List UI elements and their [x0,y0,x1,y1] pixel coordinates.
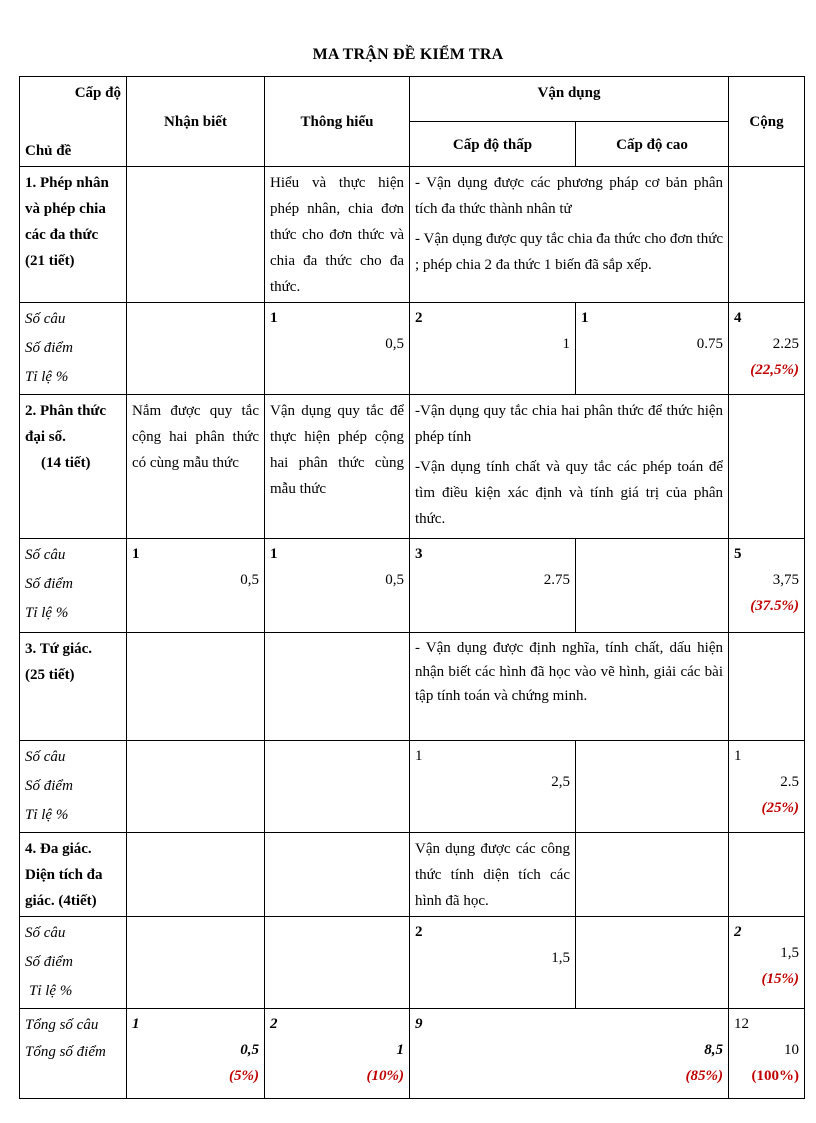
so-cau-value: 1 [270,546,278,562]
tong-cau-value: 2 [270,1016,278,1032]
header-row [20,77,805,122]
van-dung-item: - Vận dụng được các phương pháp cơ bản phân tích đa thức thành nhân tử [415,175,724,217]
thong-hieu-desc: Hiểu và thực hiện phép nhân, chia đơn thức cho đơn thức và chia đa thức cho đa thức. [265,167,410,303]
so-cau-label: Số câu [25,311,66,327]
so-cau-label: Số câu [25,547,66,563]
so-diem-value: 0.75 [696,336,724,352]
score-nb [127,917,265,1009]
so-diem-value [581,769,723,795]
topic-name: 3. Tứ giác. [25,641,93,657]
totals-labels [20,1009,127,1099]
so-diem-value [132,769,259,795]
cong-desc [729,633,805,741]
tong-diem-value: 0,5 [240,1042,259,1058]
so-cau-value [581,541,723,567]
page-title: MA TRẬN ĐỀ KIỂM TRA [312,46,504,63]
so-diem-value: 1 [562,336,570,352]
ti-le-label: Tỉ lệ % [29,983,73,999]
score-row [20,303,805,395]
so-diem-value: 0,5 [385,572,404,588]
so-cau-value [270,919,404,945]
so-cau-value: 5 [734,546,742,562]
van-dung-thap-desc: Vận dụng được các công thức tính diện tích các hình đã học. [410,833,576,917]
topic-row [20,395,805,539]
header-chu-de: Chủ đề [25,143,72,159]
score-th [265,741,410,833]
score-nb [127,741,265,833]
score-th [265,303,410,395]
nhan-biet-desc: Nắm được quy tắc cộng hai phân thức có cùng mẫu thức [127,395,265,539]
so-diem-value [132,331,259,357]
topic-row [20,167,805,303]
totals-cong [729,1009,805,1099]
score-cong [729,539,805,633]
score-thap [410,539,576,633]
tong-tile-value: (5%) [229,1068,259,1084]
ti-le-value: (37.5%) [750,598,800,614]
score-row [20,917,805,1009]
score-row [20,741,805,833]
so-diem-value: 2.25 [772,336,800,352]
score-labels [20,917,127,1009]
score-cong [729,303,805,395]
so-cau-value: 2 [415,924,423,940]
so-cau-value: 2 [734,924,742,940]
so-diem-value [581,945,723,971]
ti-le-value: (15%) [761,971,800,987]
van-dung-cao-desc [576,833,729,917]
thong-hieu-desc [265,833,410,917]
score-labels [20,741,127,833]
score-labels [20,539,127,633]
so-cau-value: 3 [415,546,423,562]
so-cau-value [581,743,723,769]
tong-cau-value: 1 [132,1016,140,1032]
score-cao [576,539,729,633]
topic-name-cell [20,633,127,741]
so-cau-value [581,919,723,945]
score-cao [576,303,729,395]
topic-hours: (14 tiết) [41,455,91,471]
so-diem-value: 0,5 [385,336,404,352]
topic-name-cell [20,167,127,303]
ti-le-value: (25%) [761,800,800,816]
totals-th [265,1009,410,1099]
so-diem-value [270,769,404,795]
so-diem-value [270,945,404,971]
header-nhan-biet: Nhận biết [127,77,265,167]
totals-nb [127,1009,265,1099]
so-cau-value: 2 [415,310,423,326]
so-cau-value [132,305,259,331]
header-cong: Cộng [729,77,805,167]
tong-diem-value: 8,5 [704,1042,724,1058]
van-dung-item: -Vận dụng tính chất và quy tắc các phép toán để tìm điều kiện xác định và tính giá trị của phân thức. [415,459,724,527]
nhan-biet-desc [127,167,265,303]
ti-le-label: Tỉ lệ % [25,605,69,621]
score-cong [729,741,805,833]
van-dung-item: - Vận dụng được quy tắc chia đa thức cho đơn thức ; phép chia 2 đa thức 1 biến đã sắp xếp. [415,231,724,273]
score-thap [410,741,576,833]
tong-tile-value: (100%) [751,1068,800,1084]
so-cau-value: 1 [132,546,140,562]
header-cap-do: Cấp độ [74,85,121,101]
tong-diem-value: 1 [396,1042,404,1058]
so-diem-value: 2.75 [543,572,570,588]
so-cau-label: Số câu [25,925,66,941]
cong-desc [729,395,805,539]
so-cau-value: 1 [270,310,278,326]
so-diem-value: 3,75 [772,572,800,588]
totals-vd [410,1009,729,1099]
header-cap-do-cao: Cấp độ cao [576,122,729,167]
so-cau-value: 1 [581,310,589,326]
score-thap [410,303,576,395]
score-cong [729,917,805,1009]
header-cap-do-thap: Cấp độ thấp [410,122,576,167]
so-cau-label: Số câu [25,749,66,765]
tong-so-diem-label: Tổng số điểm [25,1044,106,1060]
score-nb [127,539,265,633]
so-cau-value [132,919,259,945]
van-dung-item: - Vận dụng được định nghĩa, tính chất, dấu hiện nhận biết các hình đã học vào vẽ hình, giải các bài tập tính toán và chứng minh. [415,640,724,704]
score-thap [410,917,576,1009]
ti-le-label: Tỉ lệ % [25,807,69,823]
so-cau-value [270,743,404,769]
score-row [20,539,805,633]
topic-row [20,833,805,917]
van-dung-desc [410,395,729,539]
cong-desc [729,167,805,303]
assessment-matrix-table [19,76,805,1099]
thong-hieu-desc: Vận dụng quy tắc để thực hiện phép cộng hai phân thức cùng mẫu thức [265,395,410,539]
topic-name-cell [20,833,127,917]
score-th [265,917,410,1009]
so-diem-value: 1,5 [551,950,570,966]
tong-so-cau-label: Tổng số câu [25,1017,99,1033]
header-topic-level-cell [20,77,127,167]
van-dung-item: -Vận dụng quy tắc chia hai phân thức để thức hiện phép tính [415,403,724,445]
van-dung-desc [410,167,729,303]
so-diem-label: Số điểm [25,778,73,794]
thong-hieu-desc [265,633,410,741]
so-diem-value [581,567,723,593]
topic-row [20,633,805,741]
tong-cau-value: 9 [415,1016,423,1032]
so-diem-value: 1,5 [780,945,800,961]
nhan-biet-desc [127,833,265,917]
cong-desc [729,833,805,917]
tong-diem-value: 10 [784,1042,800,1058]
totals-row [20,1009,805,1099]
so-diem-value: 0,5 [240,572,259,588]
so-cau-value: 4 [734,310,742,326]
topic-hours: (25 tiết) [25,667,75,683]
tong-tile-value: (85%) [685,1068,724,1084]
so-diem-label: Số điểm [25,576,73,592]
ti-le-value: (22,5%) [750,362,800,378]
score-cao [576,917,729,1009]
topic-name-cell [20,395,127,539]
topic-hours: (21 tiết) [25,253,75,269]
so-cau-value [132,743,259,769]
score-cao [576,741,729,833]
so-diem-label: Số điểm [25,954,73,970]
score-labels [20,303,127,395]
score-nb [127,303,265,395]
tong-cau-value: 12 [734,1016,750,1032]
van-dung-desc [410,633,729,741]
topic-name: 1. Phép nhân và phép chia các đa thức [25,175,109,243]
tong-tile-value: (10%) [366,1068,404,1084]
so-cau-value: 1 [734,748,742,764]
so-diem-value: 2,5 [551,774,570,790]
nhan-biet-desc [127,633,265,741]
header-thong-hieu: Thông hiểu [265,77,410,167]
ti-le-label: Tỉ lệ % [25,369,69,385]
so-cau-value: 1 [415,748,423,764]
topic-name: 2. Phân thức đại số. [25,403,107,445]
so-diem-value: 2.5 [780,774,800,790]
header-van-dung: Vận dụng [410,77,729,122]
so-diem-value [132,945,259,971]
score-th [265,539,410,633]
so-diem-label: Số điểm [25,340,73,356]
topic-name: 4. Đa giác. Diện tích đa giác. (4tiết) [25,841,103,909]
